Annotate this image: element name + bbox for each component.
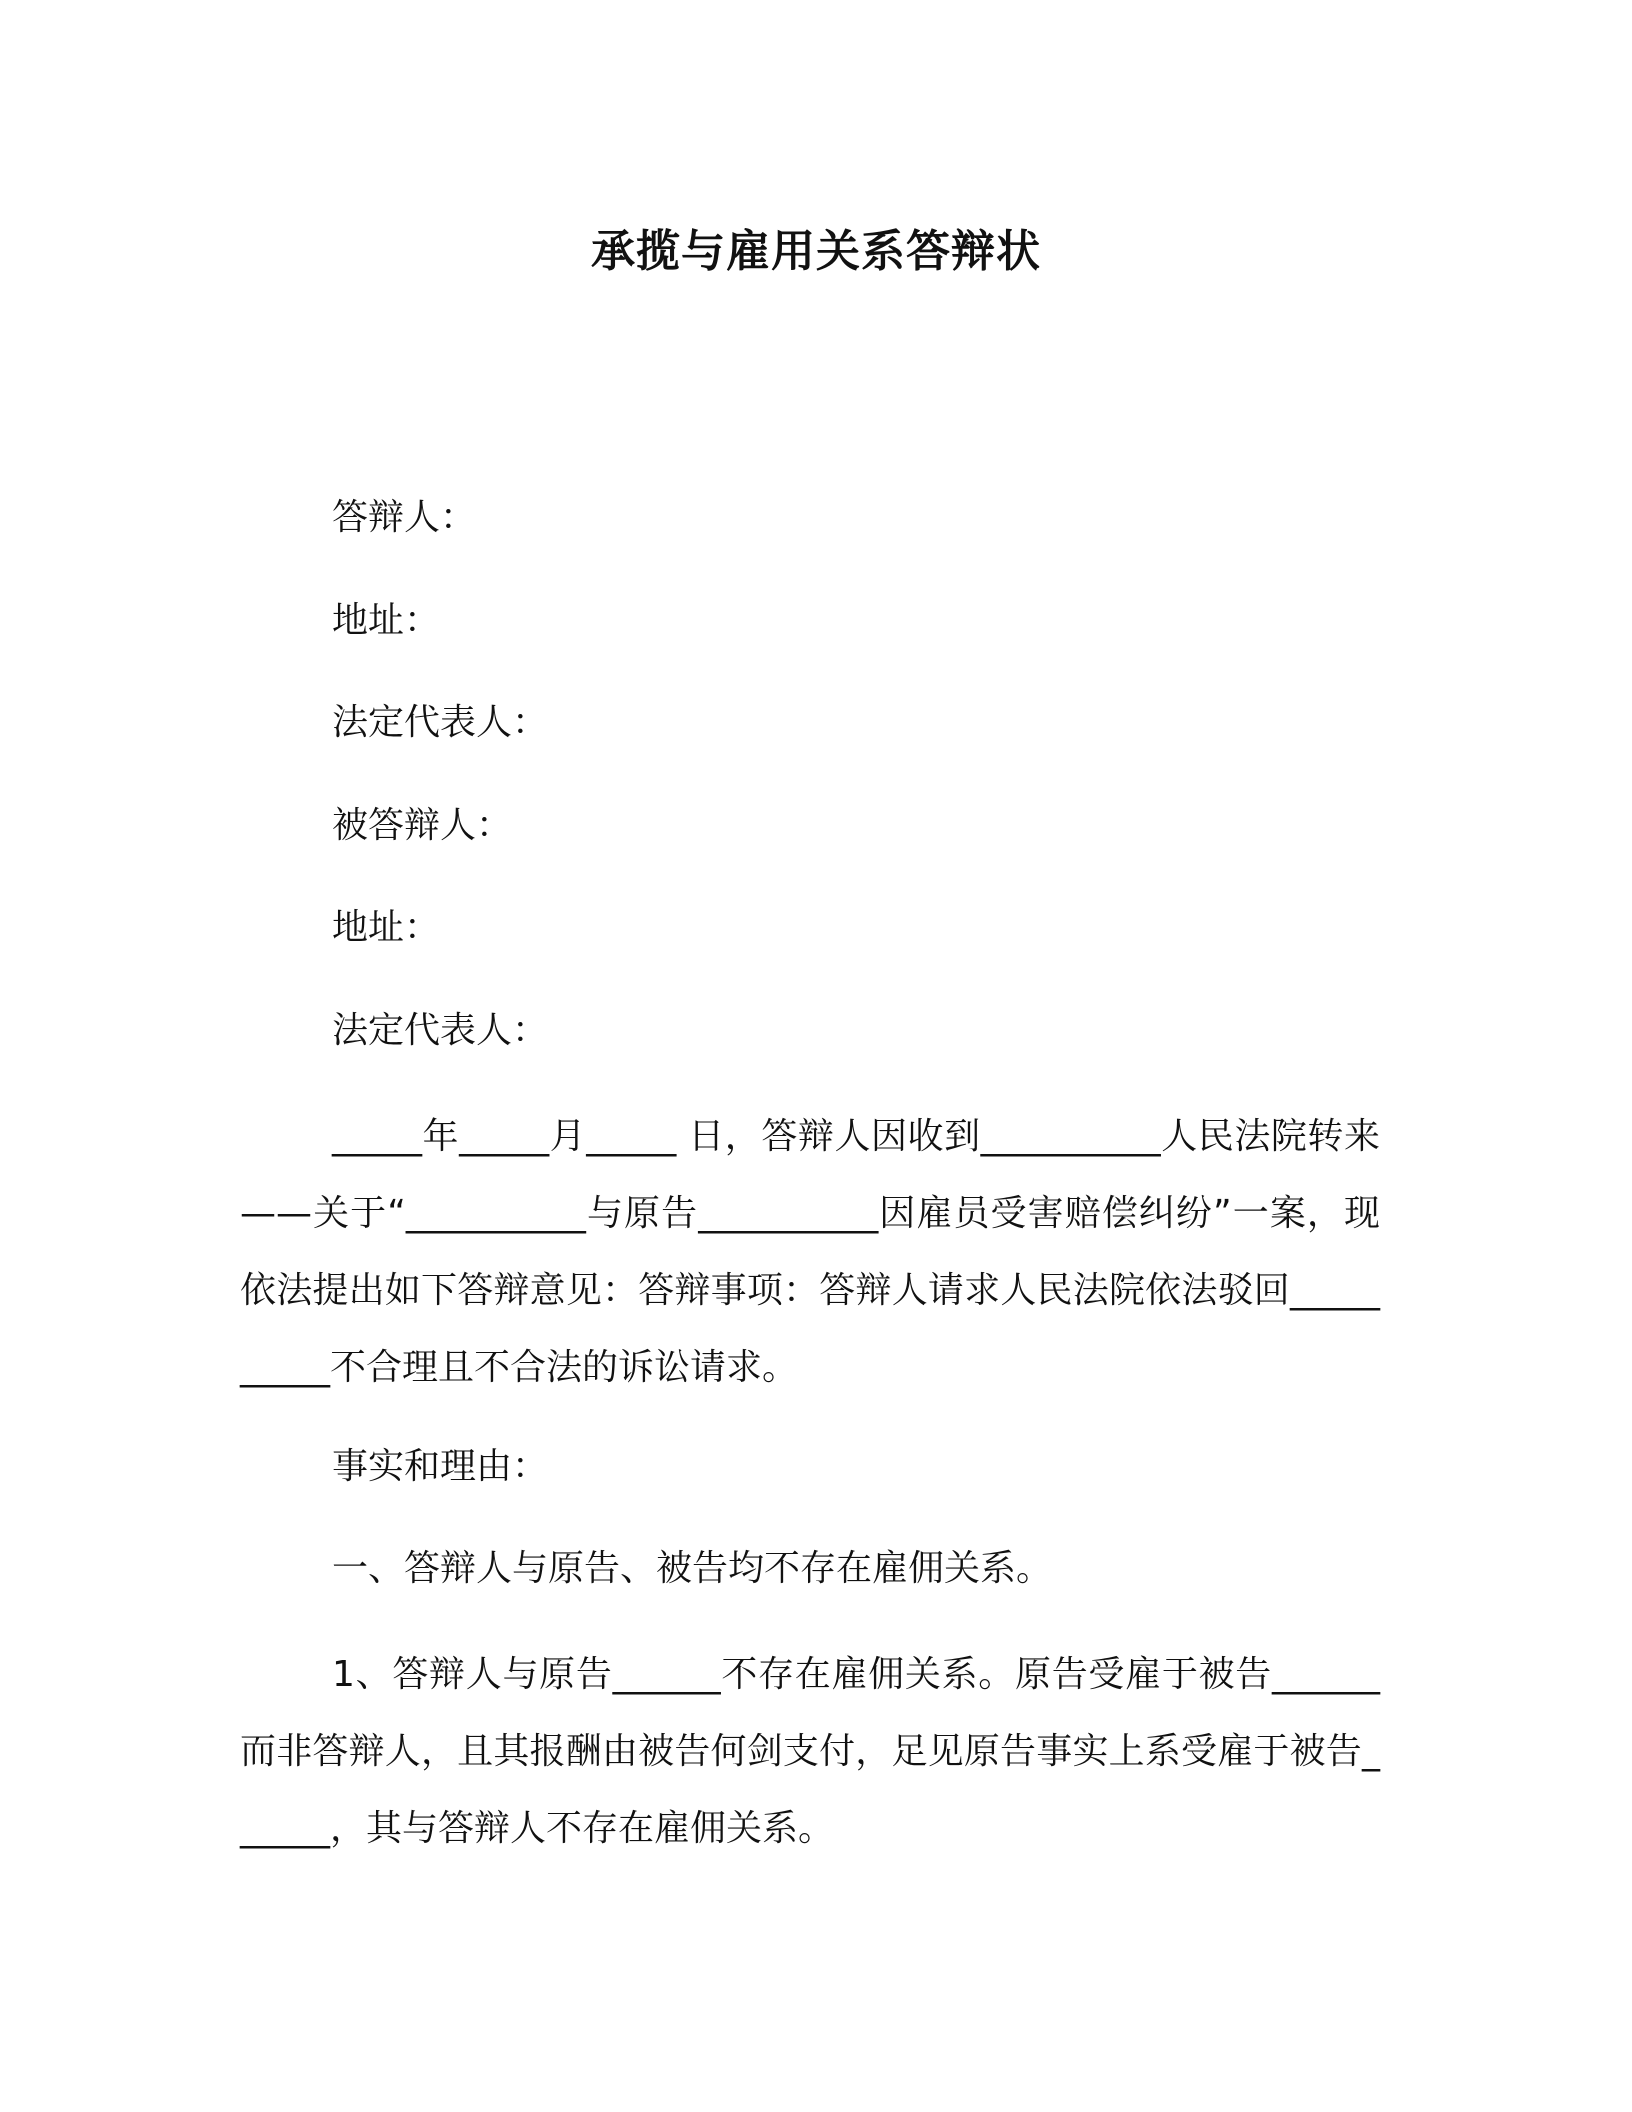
facts-heading: 事实和理由： — [332, 1446, 549, 1487]
counter-respondent-legal-rep-label: 法定代表人： — [332, 1010, 549, 1051]
counter-respondent-label: 被答辩人： — [332, 805, 513, 846]
counter-respondent-address-label: 地址： — [332, 907, 441, 948]
respondent-label: 答辩人： — [332, 497, 477, 538]
respondent-address-label: 地址： — [332, 600, 441, 641]
respondent-legal-rep-label: 法定代表人： — [332, 702, 549, 743]
point-one-heading: 一、答辩人与原告、被告均不存在雇佣关系。 — [332, 1548, 1053, 1589]
point-one-sub-one-paragraph: 1、答辩人与原告______不存在雇佣关系。原告受雇于被告______而非答辩人，且其报酬由被告何剑支付，足见原告事实上系受雇于被告______，其与答辩人不存在雇佣关系。 — [240, 1654, 1380, 1849]
intro-paragraph: _____年_____月_____ 日，答辩人因收到__________人民法院转来——关于“__________与原告__________因雇员受害赔偿纠纷”一案，现依法提出如下答辩意见：答辩事项：答辩人请求人民法院依法驳回__________不合理且不合法的诉讼请求。 — [240, 1116, 1380, 1388]
document-title: 承揽与雇用关系答辩状 — [591, 226, 1041, 277]
